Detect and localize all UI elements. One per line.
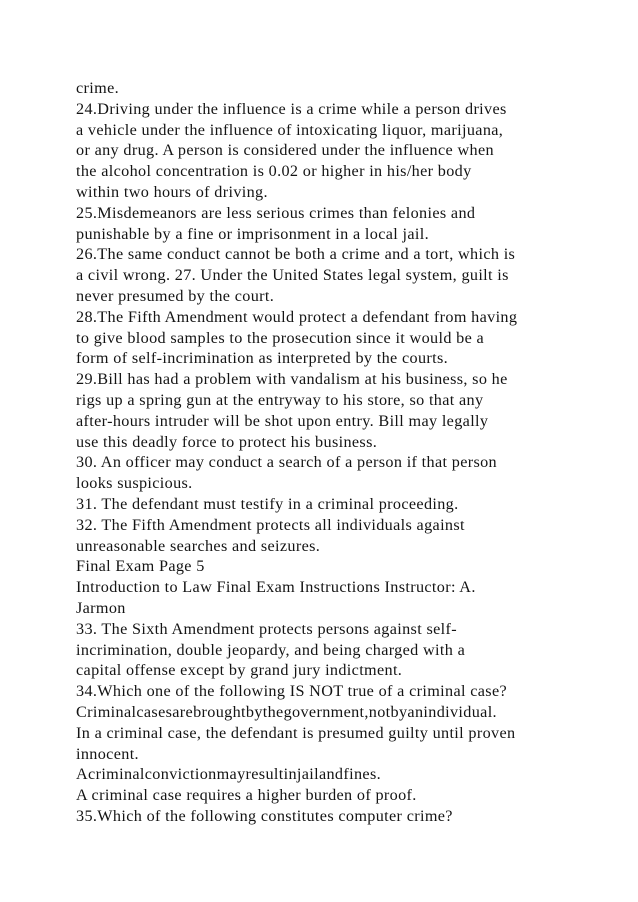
- text-line: a vehicle under the influence of intoxicating liquor, marijuana,: [76, 120, 504, 139]
- question-line: 35.Which of the following constitutes computer crime?: [76, 806, 453, 825]
- text-line: or any drug. A person is considered under the influence when: [76, 141, 494, 160]
- text-line: crime.: [76, 79, 119, 97]
- text-line: rigs up a spring gun at the entryway to his store, so that any: [76, 390, 484, 409]
- text-line: looks suspicious.: [76, 474, 193, 493]
- text-line: incrimination, double jeopardy, and being charged with a: [76, 640, 466, 659]
- text-line: 25.Misdemeanors are less serious crimes than felonies and: [76, 203, 476, 222]
- text-line: within two hours of driving.: [76, 182, 268, 201]
- text-line: unreasonable searches and seizures.: [76, 536, 321, 555]
- answer-option: Acriminalconvictionmayresultinjailandfines.: [76, 765, 381, 784]
- text-line: the alcohol concentration is 0.02 or higher in his/her body: [76, 162, 472, 181]
- text-line: 33. The Sixth Amendment protects persons against self-: [76, 619, 457, 638]
- text-line: to give blood samples to the prosecution since it would be a: [76, 328, 485, 347]
- answer-option: Criminalcasesarebroughtbythegovernment,notbyanindividual.: [76, 702, 497, 721]
- text-line: 31. The defendant must testify in a criminal proceeding.: [76, 494, 459, 513]
- text-line: 28.The Fifth Amendment would protect a defendant from having: [76, 307, 518, 326]
- text-line: 32. The Fifth Amendment protects all individuals against: [76, 515, 465, 534]
- page-label: Final Exam Page 5: [76, 557, 205, 576]
- text-line: 26.The same conduct cannot be both a crime and a tort, which is: [76, 245, 516, 264]
- answer-option: innocent.: [76, 744, 139, 763]
- text-line: after-hours intruder will be shot upon entry. Bill may legally: [76, 411, 489, 430]
- answer-option: A criminal case requires a higher burden of proof.: [76, 786, 417, 805]
- text-line: 24.Driving under the influence is a crime while a person drives: [76, 99, 507, 118]
- header-line: Jarmon: [76, 598, 126, 617]
- text-line: form of self-incrimination as interpreted by the courts.: [76, 349, 449, 368]
- text-line: never presumed by the court.: [76, 286, 275, 305]
- text-line: 30. An officer may conduct a search of a person if that person: [76, 453, 498, 472]
- answer-option: In a criminal case, the defendant is presumed guilty until proven: [76, 723, 516, 742]
- header-line: Introduction to Law Final Exam Instructions Instructor: A.: [76, 578, 476, 597]
- text-line: a civil wrong. 27. Under the United States legal system, guilt is: [76, 266, 509, 285]
- text-line: 29.Bill has had a problem with vandalism at his business, so he: [76, 370, 508, 389]
- text-line: capital offense except by grand jury indictment.: [76, 661, 403, 680]
- text-line: use this deadly force to protect his business.: [76, 432, 378, 451]
- text-line: punishable by a fine or imprisonment in a local jail.: [76, 224, 430, 243]
- question-line: 34.Which one of the following IS NOT true of a criminal case?: [76, 682, 508, 701]
- document-body: [76, 78, 576, 827]
